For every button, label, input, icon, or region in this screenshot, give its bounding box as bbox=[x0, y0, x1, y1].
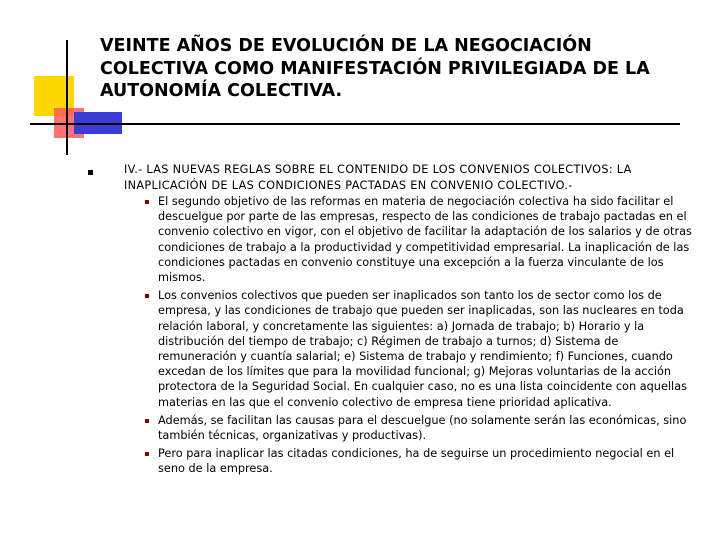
sub-bullet-point bbox=[158, 194, 700, 285]
sub-point-text: El segundo objetivo de las reformas en materia de negociación colectiva ha sido facilitar el descuelgue por parte de las empresas, respecto de las condiciones de trabajo pactadas en el convenio colectivo en vigor, con el objetivo de facilitar la adaptación de los salarios y de otras condiciones de trabajo a la productividad y competitividad empresarial. La inaplicación de las condiciones pactadas en convenio constituye una excepción a la fuerza vinculante de los mismos. bbox=[158, 195, 692, 285]
slide-title bbox=[100, 35, 700, 103]
square-bullet-icon bbox=[88, 170, 93, 175]
sub-bullet-point bbox=[158, 288, 700, 410]
square-bullet-icon bbox=[145, 452, 149, 456]
decorative-vertical-line bbox=[66, 40, 68, 155]
title-line-1: VEINTE AÑOS DE EVOLUCIÓN DE LA NEGOCIACIÓN bbox=[100, 36, 592, 56]
square-bullet-icon bbox=[145, 294, 149, 298]
slide-content bbox=[88, 162, 700, 477]
sub-bullet-point bbox=[158, 413, 700, 443]
main-bullet-point bbox=[88, 162, 700, 194]
decorative-horizontal-line bbox=[30, 123, 680, 125]
sub-bullet-point bbox=[158, 446, 700, 476]
sub-point-text: Pero para inaplicar las citadas condiciones, ha de seguirse un procedimiento negocial en el seno de la empresa. bbox=[158, 447, 675, 476]
title-line-2: COLECTIVA COMO MANIFESTACIÓN PRIVILEGIADA DE LA bbox=[100, 58, 650, 79]
square-bullet-icon bbox=[145, 200, 149, 204]
square-bullet-icon bbox=[145, 419, 149, 423]
sub-point-text: Además, se facilitan las causas para el descuelgue (no solamente serán las económicas, sino también técnicas, organizativas y productivas). bbox=[158, 413, 687, 443]
title-line-3: AUTONOMÍA COLECTIVA. bbox=[100, 81, 343, 101]
main-point-text: IV.- LAS NUEVAS REGLAS SOBRE EL CONTENIDO DE LOS CONVENIOS COLECTIVOS: LA INAPLICACIÓN DE LAS CONDICIONES PACTADAS EN CONVENIO COLECTIVO.- bbox=[124, 163, 632, 192]
sub-point-text: Los convenios colectivos que pueden ser inaplicados son tanto los de sector como los de empresa, y las condiciones de trabajo que pueden ser inaplicadas, son las nucleares en toda relación laboral, y concretamente las siguientes: a) Jornada de trabajo; b) Horario y la distribución del tiempo de trabajo; c) Régimen de trabajo a turnos; d) Sistema de remuneración y cuantía salarial; e) Sistema de trabajo y rendimiento; f) Funciones, cuando excedan de los límites que para la movilidad funcional; g) Mejoras voluntarias de la acción protectora de la Seguridad Social. En cualquier caso, no es una lista coincidente con aquellas materias en las que el convenio colectivo de empresa tiene prioridad aplicativa. bbox=[158, 289, 688, 409]
